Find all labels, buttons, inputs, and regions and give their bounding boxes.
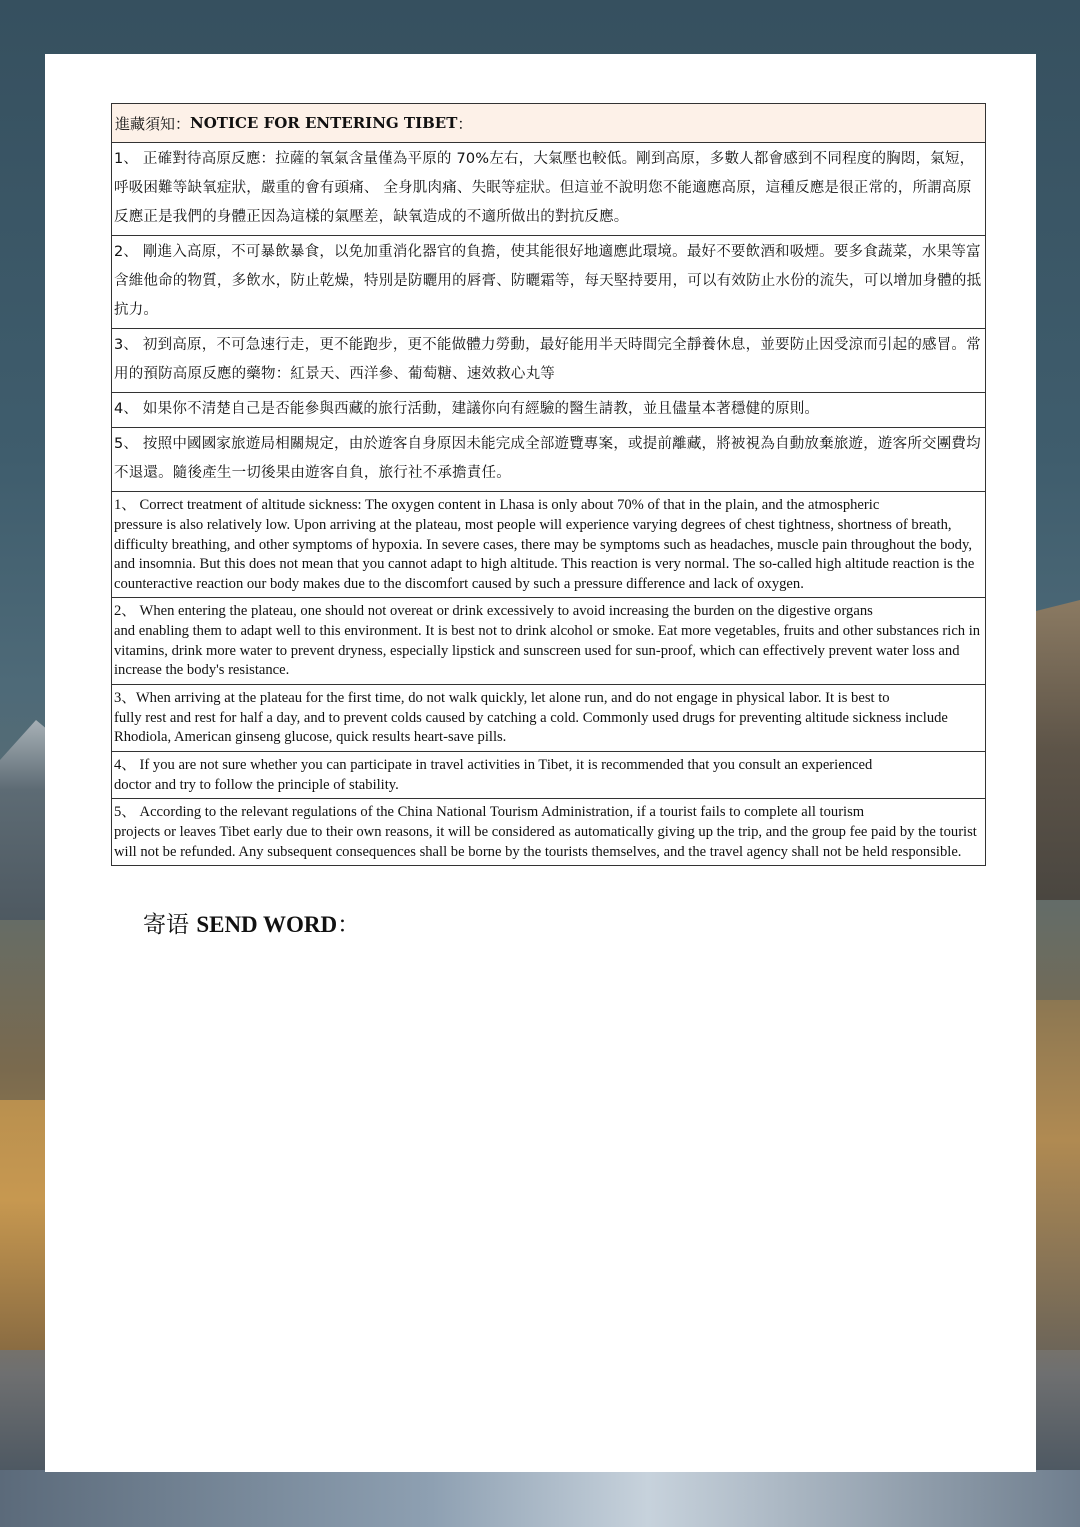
notice-item-en-3 xyxy=(112,684,985,751)
notice-item-en-5 xyxy=(112,798,985,865)
notice-item-en-3-rest: fully rest and rest for half a day, and to prevent colds caused by catching a cold. Commonly used drugs for preventing altitude sickness include Rhodiola, American ginseng glucose, quick results heart-save pills. xyxy=(114,709,948,745)
notice-item-en-3-first: 3、When arriving at the plateau for the first time, do not walk quickly, let alone run, and do not engage in physical labor. It is best to xyxy=(114,689,890,706)
notice-item-en-5-rest: projects or leaves Tibet early due to their own reasons, it will be considered as automatically giving up the trip, and the group fee paid by the tourist will not be refunded. Any subsequent consequences shall be borne by the tourists themselves, and the travel agency shall not be held responsible. xyxy=(114,824,977,860)
send-word-colon: ： xyxy=(337,912,361,938)
notice-title xyxy=(112,104,985,142)
notice-item-en-1-rest: pressure is also relatively low. Upon arriving at the plateau, most people will experience varying degrees of chest tightness, shortness of breath, difficulty breathing, and other symptoms of hypoxia. In severe cases, there may be symptoms such as headaches, muscle pain throughout the body, and insomnia. But this does not mean that you cannot adapt to high altitude. This reaction is very normal. The so-called high altitude reaction is the counteractive reaction our body makes due to the discomfort caused by such a pressure difference and lack of oxygen. xyxy=(114,517,975,592)
notice-item-zh-2: 2、 剛進入高原，不可暴飲暴食，以免加重消化器官的負擔，使其能很好地適應此環境。最好不要飲酒和吸煙。要多食蔬菜，水果等富含維他命的物質，多飲水，防止乾燥，特別是防曬用的唇膏、防曬霜等，每天堅持要用，可以有效防止水份的流失，可以增加身體的抵抗力。 xyxy=(112,235,985,328)
notice-item-zh-1: 1、 正確對待高原反應：拉薩的氧氣含量僅為平原的 70%左右，大氣壓也較低。剛到高原，多數人都會感到不同程度的胸悶，氣短，呼吸困難等缺氧症狀，嚴重的會有頭痛、 全身肌肉痛、失眠等症狀。但這並不說明您不能適應高原，這種反應是很正常的，所謂高原反應正是我們的身體正因為這樣的氣壓差，缺氧造成的不適所做出的對抗反應。 xyxy=(112,142,985,235)
send-word-heading xyxy=(143,906,360,939)
notice-item-en-2-rest: and enabling them to adapt well to this environment. It is best not to drink alcohol or smoke. Eat more vegetables, fruits and other substances rich in vitamins, drink more water to prevent dryness, especially lipstick and sunscreen used for sun-proof, which can effectively prevent water loss and increase the body's resistance. xyxy=(114,623,981,678)
notice-item-en-2 xyxy=(112,597,985,684)
notice-title-colon: ： xyxy=(457,114,473,133)
notice-item-en-1-first: 1、 Correct treatment of altitude sickness: The oxygen content in Lhasa is only about 70% of that in the plain, and the atmospheric xyxy=(114,497,880,513)
send-word-zh: 寄语 xyxy=(143,912,189,938)
lake xyxy=(0,1470,1080,1527)
notice-item-zh-3: 3、 初到高原，不可急速行走，更不能跑步，更不能做體力勞動，最好能用半天時間完全靜養休息，並要防止因受涼而引起的感冒。常用的預防高原反應的藥物：紅景天、西洋參、葡萄糖、速效救心丸等 xyxy=(112,328,985,392)
notice-item-zh-5: 5、 按照中國國家旅遊局相關規定，由於遊客自身原因未能完成全部遊覽專案，或提前離藏，將被視為自動放棄旅遊，遊客所交團費均不退還。隨後產生一切後果由遊客自負，旅行社不承擔責任。 xyxy=(112,427,985,491)
notice-item-en-4-first: 4、 If you are not sure whether you can participate in travel activities in Tibet, it is recommended that you consult an experienced xyxy=(114,756,873,773)
notice-item-en-5-first: 5、 According to the relevant regulations of the China National Tourism Administration, if a tourist fails to complete all tourism xyxy=(114,804,865,820)
notice-item-zh-4: 4、 如果你不清楚自己是否能參與西藏的旅行活動，建議你向有經驗的醫生請教，並且儘量本著穩健的原則。 xyxy=(112,392,985,427)
send-word-en: SEND WORD xyxy=(196,912,338,937)
notice-item-en-4-rest: doctor and try to follow the principle of stability. xyxy=(114,776,399,793)
notice-table xyxy=(111,103,986,866)
notice-title-en: NOTICE FOR ENTERING TIBET xyxy=(190,114,458,132)
notice-item-en-2-first: 2、 When entering the plateau, one should not overeat or drink excessively to avoid increasing the burden on the digestive organs xyxy=(114,603,873,619)
notice-item-en-4 xyxy=(112,751,985,799)
document-page xyxy=(45,54,1036,1472)
notice-title-zh: 進藏須知： xyxy=(115,114,191,133)
notice-item-en-1 xyxy=(112,491,985,597)
